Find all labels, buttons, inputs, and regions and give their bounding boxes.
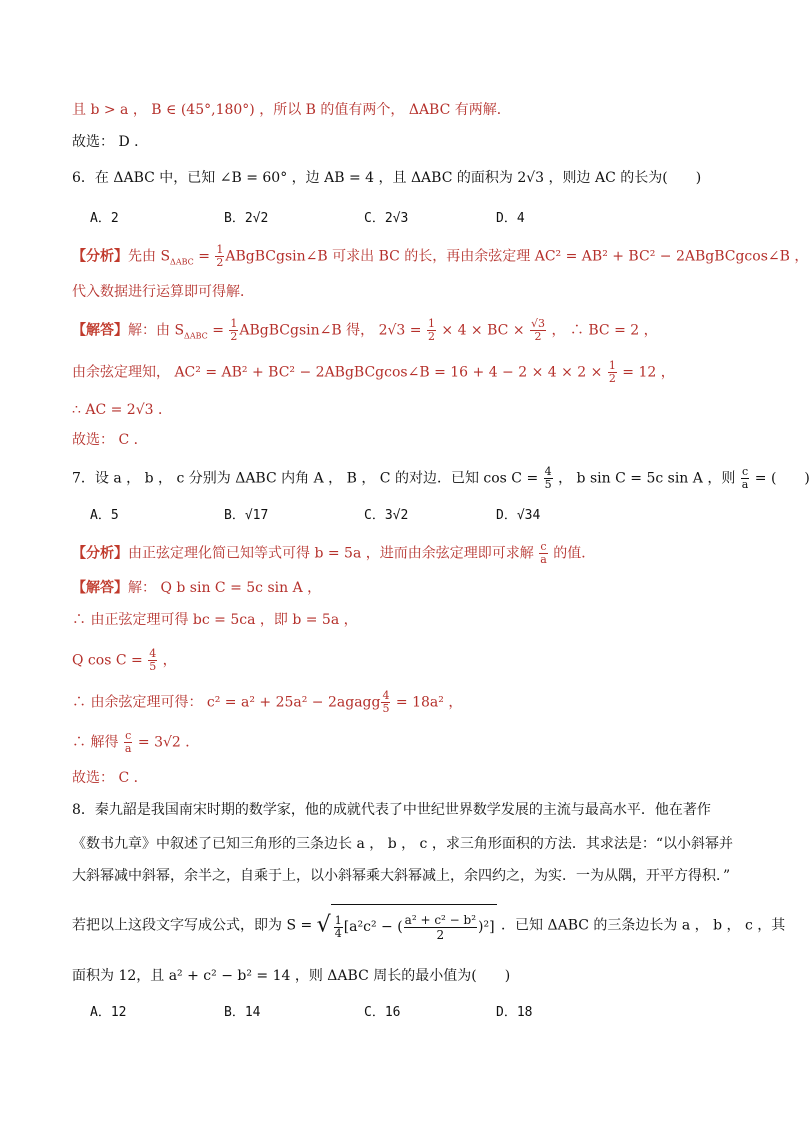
q7-option-d: D．√34 [496, 508, 541, 523]
q6-solution-line-2: 由余弦定理知， AC² = AB² + BC² − 2ABgBCgcos∠B = 16 + 4 − 2 × 4 × 2 × $\frac{1}{2}$ = 12 ， [72, 359, 675, 385]
prev-solution-line: 且 b > a ， B ∈ (45°,180°) ，所以 B 的值有两个， ΔABC 有两解． [72, 102, 511, 118]
q6-solution-line-1: 【解答】解：由 $S_{\Delta ABC}$ = $\frac{1}{2}$ ABgBCgsin∠B 得， 2√3 = $\frac{1}{2}$ × 4 × BC × $\frac{√3}{2}$ ， ∴ BC = 2 ， [72, 317, 658, 343]
q7-option-a: A．5 [90, 508, 119, 523]
fraction-heron-inner: $\frac{\text{a² + c² − b²}}{2}$ [404, 912, 477, 942]
q8-option-a: A．12 [90, 1005, 127, 1020]
q7-solution-line-1: 【解答】解： Q b sin C = 5c sin A ， [72, 580, 322, 596]
radical-sign: √ [316, 912, 331, 938]
question-8-line-3: 大斜幂减中斜幂，余半之，自乘于上，以小斜幂乘大斜幂减上，余四约之，为实．一为从隅，开平方得积．” [72, 868, 731, 884]
q7-solution-line-3: Q cos C = $\frac{4}{5}$ ， [72, 647, 177, 673]
question-8-line-5: 面积为 12，且 a² + c² − b² = 14 ，则 ΔABC 周长的最小值为( ) [72, 968, 511, 984]
q6-solution-line-3: ∴ AC = 2√3 ． [72, 402, 172, 418]
q6-analysis-label: 【分析】 [72, 248, 128, 265]
q7-option-b: B．√17 [224, 508, 269, 523]
question-8-formula-line: 若把以上这段文字写成公式，即为 S = √ $\frac{1}{4}$ [a²c² − ( $\frac{\text{a² + c² − b²}}{2}$ )²] ．已知 ΔABC 的三条边长为 a ， b ， c ，其 [72, 904, 785, 947]
q7-solution-line-2: ∴ 由正弦定理可得 bc = 5ca ，即 b = 5a ， [72, 612, 358, 628]
q7-option-c: C．3√2 [364, 508, 409, 523]
fraction-sqrt3-over-2: $\frac{√3}{2}$ [531, 317, 546, 343]
q6-answer-line: 故选： C ． [72, 432, 148, 448]
question-8-line-1: 8．秦九韶是我国南宋时期的数学家，他的成就代表了中世纪世界数学发展的主流与最高水平．他在著作 [72, 802, 711, 818]
q7-solution-line-5: ∴ 解得 $\frac{c}{a}$ = 3√2 ． [72, 729, 200, 755]
q6-option-b: B．2√2 [224, 211, 269, 226]
q7-solution-label: 【解答】 [72, 580, 128, 596]
q8-option-c: C．16 [364, 1005, 401, 1020]
fraction-half: $\frac{1}{2}$ [216, 243, 224, 269]
question-8-line-2: 《数书九章》中叙述了已知三角形的三条边长 a ， b ， c ，求三角形面积的方法．其求法是：“以小斜幂并 [72, 836, 734, 852]
q8-option-b: B．14 [224, 1005, 261, 1020]
question-7-stem: 7．设 a ， b ， c 分别为 ΔABC 内角 A ， B ， C 的对边．已知 cos C = $\frac{4}{5}$ ， b sin C = 5c sin A ，则 $\frac{c}{a}$ = ( ) [72, 465, 810, 491]
q7-analysis-label: 【分析】 [72, 545, 128, 562]
q7-analysis-line: 【分析】由正弦定理化简已知等式可得 b = 5a ，进而由余弦定理即可求解 $\frac{c}{a}$ 的值． [72, 540, 596, 566]
fraction-four-fifths: $\frac{4}{5}$ [544, 465, 552, 491]
q6-analysis-line-2: 代入数据进行运算即可得解． [72, 284, 254, 300]
heron-formula-radicand: $\frac{1}{4}$ [a²c² − ( $\frac{\text{a² + c² − b²}}{2}$ )²] [331, 904, 497, 947]
q6-option-c: C．2√3 [364, 211, 409, 226]
fraction-c-over-a: $\frac{c}{a}$ [741, 465, 749, 491]
question-6-stem: 6．在 ΔABC 中，已知 ∠B = 60° ，边 AB = 4 ，且 ΔABC 的面积为 2√3 ，则边 AC 的长为( ) [72, 170, 702, 186]
q7-answer-line: 故选： C ． [72, 770, 148, 786]
q6-option-a: A．2 [90, 211, 119, 226]
q6-option-d: D．4 [496, 211, 525, 226]
q8-option-d: D．18 [496, 1005, 533, 1020]
prev-answer-line: 故选： D ． [72, 134, 149, 150]
q6-analysis-line-1: 【分析】先由 $S_{\Delta ABC}$ = $\frac{1}{2}$ ABgBCgsin∠B 可求出 BC 的长，再由余弦定理 AC² = AB² + BC² − 2ABgBCgcos∠B ， [72, 243, 809, 269]
q6-solution-label: 【解答】 [72, 322, 128, 339]
q7-solution-line-4: ∴ 由余弦定理可得： c² = a² + 25a² − 2agagg $\frac{4}{5}$ = 18a² ， [72, 689, 463, 715]
